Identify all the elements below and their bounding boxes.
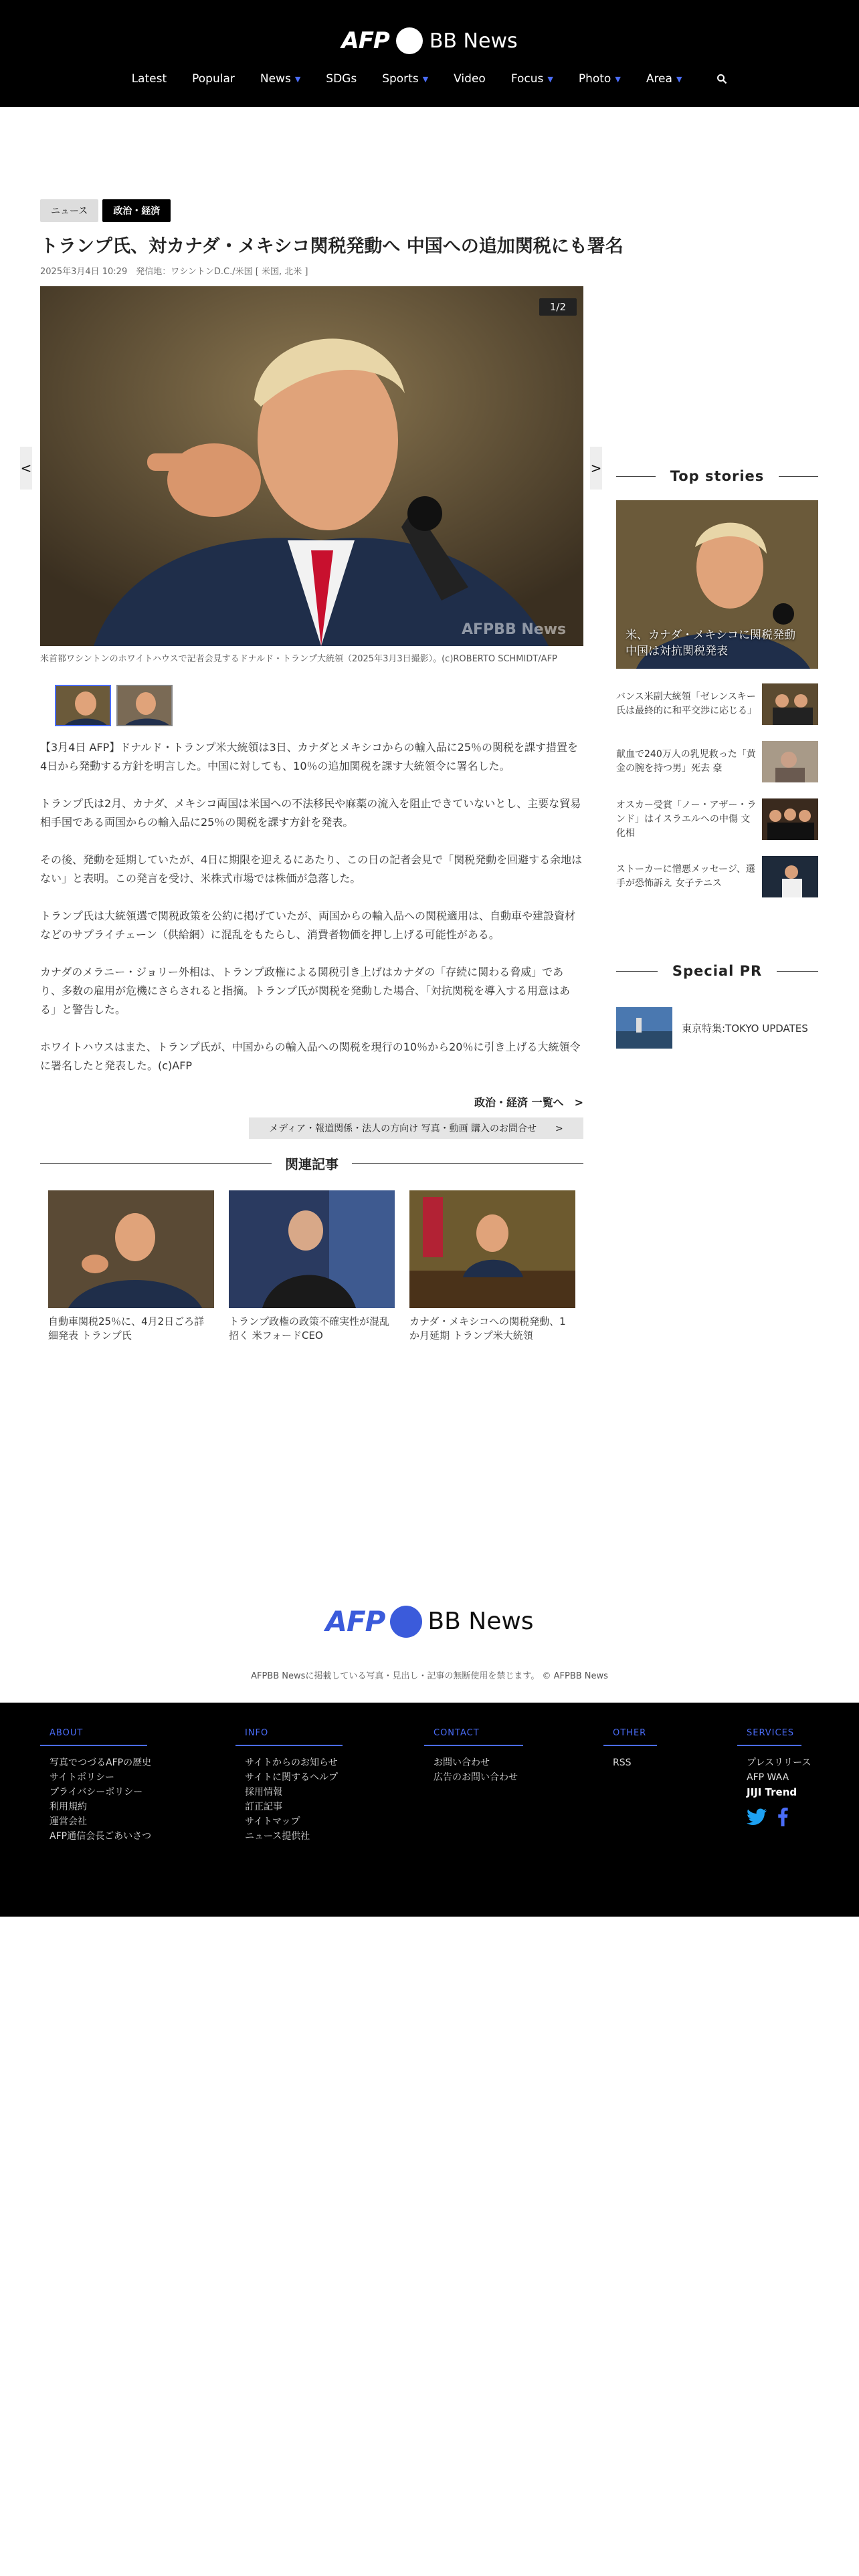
article-body <box>40 738 583 1075</box>
photo-next-arrow[interactable]: > <box>590 447 602 490</box>
footer-column-title: CONTACT <box>424 1728 523 1746</box>
nav-item-label: Video <box>454 72 486 86</box>
top-stories-heading-text: Top stories <box>670 468 765 484</box>
article-title: トランプ氏、対カナダ・メキシコ関税発動へ 中国への追加関税にも署名 <box>40 236 624 257</box>
nav-item-sdgs[interactable] <box>313 72 369 86</box>
footer-column-title: OTHER <box>603 1728 657 1746</box>
facebook-icon[interactable] <box>777 1808 788 1826</box>
footer-link[interactable]: 運営会社 <box>50 1816 87 1827</box>
nav-item-label: Photo <box>578 72 611 86</box>
divider <box>40 1163 272 1164</box>
divider <box>779 476 818 477</box>
copyright-notice: AFPBB Newsに掲載している写真・見出し・記事の無断使用を禁じます。 © AFPBB News <box>251 1671 608 1681</box>
purchase-contact-bar[interactable]: メディア・報道関係・法人の方向け 写真・動画 購入のお問合せ > <box>249 1117 583 1139</box>
footer-link[interactable]: 写真でつづるAFPの歴史 <box>50 1757 152 1768</box>
category-list-link[interactable]: 政治・経済 一覧へ > <box>474 1096 583 1109</box>
divider <box>777 971 818 972</box>
top-story-item[interactable] <box>616 855 818 899</box>
thumbnail-image <box>118 686 173 726</box>
footer-link[interactable]: 利用規約 <box>50 1802 87 1812</box>
footer-column-about <box>40 1728 151 1844</box>
article-meta: 2025年3月4日 10:29 発信地：ワシントンD.C./米国 [ 米国, 北米 ] <box>40 267 308 277</box>
chevron-down-icon: ▼ <box>676 74 682 84</box>
thumbnail-1[interactable] <box>55 685 111 726</box>
top-story-title: 献血で240万人の乳児救った「黄金の腕を持つ男」死去 豪 <box>616 749 756 774</box>
svg-text:AFPBB News: AFPBB News <box>462 621 567 638</box>
nav-item-focus[interactable] <box>498 72 566 86</box>
sidebar <box>616 468 818 1049</box>
nav-item-label: Sports <box>382 72 419 86</box>
footer-column-other <box>603 1728 657 1770</box>
special-pr-heading <box>616 963 818 979</box>
chevron-down-icon: ▼ <box>422 74 429 84</box>
main-nav <box>0 72 859 86</box>
nav-item-latest[interactable] <box>119 72 180 86</box>
footer-column-info <box>235 1728 343 1844</box>
divider <box>352 1163 583 1164</box>
photo-counter: 1/2 <box>539 298 577 316</box>
related-title: カナダ・メキシコへの関税発動、1か月延期 トランプ米大統領 <box>409 1315 566 1341</box>
site-header <box>0 0 859 107</box>
nav-item-sports[interactable] <box>369 72 441 86</box>
nav-item-video[interactable] <box>441 72 498 86</box>
chevron-down-icon: ▼ <box>294 74 301 84</box>
top-story-item[interactable] <box>616 740 818 784</box>
footer-link[interactable]: お問い合わせ <box>434 1757 490 1768</box>
search-icon[interactable] <box>704 72 740 86</box>
footer-link[interactable]: AFP通信会長ごあいさつ <box>50 1831 152 1842</box>
article-paragraph: その後、発動を延期していたが、4日に期限を迎えるにあたり、この日の記者会見で「関税発動を回避する余地はない」と表明。この発言を受け、米株式市場では株価が急落した。 <box>40 853 583 885</box>
top-story-thumbnail <box>762 741 818 782</box>
nav-item-label: Area <box>646 72 672 86</box>
top-story-title: バンス米副大統領「ゼレンスキー氏は最終的に和平交渉に応じる」 <box>616 691 757 716</box>
nav-item-label: Popular <box>192 72 235 86</box>
nav-item-label: News <box>260 72 291 86</box>
top-story-thumbnail <box>762 683 818 725</box>
footer-logo-dot-icon <box>390 1606 422 1638</box>
footer-logo[interactable] <box>0 1605 859 1638</box>
footer-link[interactable]: プライバシーポリシー <box>50 1787 143 1798</box>
related-heading-text: 関連記事 <box>285 1156 339 1172</box>
footer-column-contact <box>424 1728 523 1785</box>
nav-item-photo[interactable] <box>566 72 634 86</box>
article-main <box>40 199 624 1343</box>
special-pr-heading-text: Special PR <box>672 963 763 979</box>
twitter-icon[interactable] <box>747 1808 767 1826</box>
tag-politics[interactable]: 政治・経済 <box>102 199 171 222</box>
trump-photo-image <box>40 286 583 646</box>
related-item[interactable] <box>409 1190 575 1343</box>
related-title: トランプ政権の政策不確実性が混乱招く 米フォードCEO <box>229 1315 390 1341</box>
footer-link[interactable]: JIJI Trend <box>747 1786 797 1798</box>
article-photo[interactable] <box>40 286 583 646</box>
related-thumbnail <box>229 1190 395 1308</box>
footer-link[interactable]: サイトからのお知らせ <box>245 1757 338 1768</box>
related-item[interactable] <box>48 1190 214 1343</box>
top-story-item[interactable] <box>616 682 818 726</box>
article-paragraph: ホワイトハウスはまた、トランプ氏が、中国からの輸入品への関税を現行の10％から20％に引き上げる大統領令に署名したと発表した。(c)AFP <box>40 1041 581 1072</box>
article-tags <box>40 199 583 222</box>
article-paragraph: トランプ氏は2月、カナダ、メキシコ両国は米国への不法移民や麻薬の流入を阻止できていないとし、主要な貿易相手国である両国からの輸入品に25％の関税を課す方針を発表。 <box>40 797 581 829</box>
footer-links <box>40 1755 151 1844</box>
social-links <box>737 1808 811 1826</box>
top-story-thumbnail <box>762 856 818 897</box>
nav-item-area[interactable] <box>634 72 695 86</box>
footer-column-title: SERVICES <box>737 1728 801 1746</box>
footer-logo-bbnews: BB News <box>427 1608 534 1635</box>
nav-item-label: SDGs <box>326 72 357 86</box>
tag-news[interactable]: ニュース <box>40 199 98 222</box>
footer-link[interactable]: AFP WAA <box>747 1772 789 1783</box>
logo-dot-icon <box>396 27 423 54</box>
footer-link[interactable]: 採用情報 <box>245 1787 282 1798</box>
article-paragraph: 【3月4日 AFP】ドナルド・トランプ米大統領は3日、カナダとメキシコからの輸入品に25％の関税を課す措置を4日から発動する方針を明言した。中国に対しても、10％の追加関税を課す大統領令に署名した。 <box>40 741 579 772</box>
footer-links <box>424 1755 523 1785</box>
special-pr-thumbnail <box>616 1007 672 1049</box>
logo-afp: AFP <box>341 27 389 54</box>
top-story-item[interactable] <box>616 797 818 841</box>
nav-item-label: Latest <box>131 72 167 86</box>
footer-link[interactable]: サイトマップ <box>245 1816 300 1827</box>
footer-column-title: ABOUT <box>40 1728 147 1746</box>
site-footer <box>0 1703 859 1917</box>
divider <box>616 476 656 477</box>
photo-thumbnails <box>55 685 583 726</box>
footer-logo-afp: AFP <box>325 1605 385 1638</box>
related-thumbnail <box>409 1190 575 1308</box>
footer-link[interactable]: プレスリリース <box>747 1757 812 1768</box>
related-title: 自動車関税25％に、4月2日ごろ詳細発表 トランプ氏 <box>48 1315 205 1341</box>
related-item[interactable] <box>229 1190 395 1343</box>
footer-link[interactable]: サイトに関するヘルプ <box>245 1772 339 1783</box>
nav-item-popular[interactable] <box>179 72 248 86</box>
article-paragraph: カナダのメラニー・ジョリー外相は、トランプ政権による関税引き上げはカナダの「存続に関わる脅威」であり、多数の雇用が危機にさらされると指摘。トランプ氏が関税を発動した場合、「対抗関税を導入する用意はある」と警告した。 <box>40 966 571 1016</box>
footer-links <box>603 1755 657 1770</box>
chevron-down-icon: ▼ <box>547 74 553 84</box>
footer-link[interactable]: RSS <box>613 1757 632 1768</box>
top-story-title: オスカー受賞「ノー・アザー・ランド」はイスラエルへの中傷 文化相 <box>616 799 757 839</box>
special-pr-item[interactable] <box>616 1007 818 1049</box>
chevron-down-icon: ▼ <box>615 74 621 84</box>
footer-column-services <box>737 1728 811 1826</box>
thumbnail-image <box>56 686 111 726</box>
footer-link[interactable]: 広告のお問い合わせ <box>434 1772 518 1783</box>
footer-column-title: INFO <box>235 1728 343 1746</box>
related-list <box>40 1190 583 1343</box>
footer-links <box>235 1755 343 1844</box>
top-story-feature[interactable] <box>616 500 818 669</box>
nav-item-label: Focus <box>510 72 544 86</box>
photo-caption: 米首都ワシントンのホワイトハウスで記者会見するドナルド・トランプ大統領（2025年3月3日撮影）。(c)ROBERTO SCHMIDT/AFP <box>40 654 557 664</box>
footer-link[interactable]: 訂正記事 <box>245 1802 282 1812</box>
top-story-caption: 米、カナダ・メキシコに関税発動 中国は対抗関税発表 <box>626 629 795 658</box>
related-heading <box>40 1154 583 1173</box>
footer-link[interactable]: ニュース提供社 <box>245 1831 310 1842</box>
thumbnail-2[interactable] <box>116 685 173 726</box>
photo-prev-arrow[interactable]: < <box>20 447 32 490</box>
article-paragraph: トランプ氏は大統領選で関税政策を公約に掲げていたが、両国からの輸入品への関税適用は、自動車や建設資材などのサプライチェーン（供給網）に混乱をもたらし、消費者物価を押し上げる可能性がある。 <box>40 909 576 941</box>
top-story-thumbnail <box>762 798 818 840</box>
logo-bbnews: BB News <box>429 29 518 53</box>
top-story-title: ストーカーに憎悪メッセージ、選手が恐怖訴え 女子テニス <box>616 864 755 889</box>
footer-links <box>737 1755 811 1800</box>
site-logo[interactable] <box>0 24 859 58</box>
nav-item-news[interactable] <box>248 72 313 86</box>
divider <box>616 971 658 972</box>
special-pr-title: 東京特集:TOKYO UPDATES <box>682 1022 808 1035</box>
top-stories-heading <box>616 468 818 484</box>
footer-link[interactable]: サイトポリシー <box>50 1772 115 1783</box>
related-thumbnail <box>48 1190 214 1308</box>
